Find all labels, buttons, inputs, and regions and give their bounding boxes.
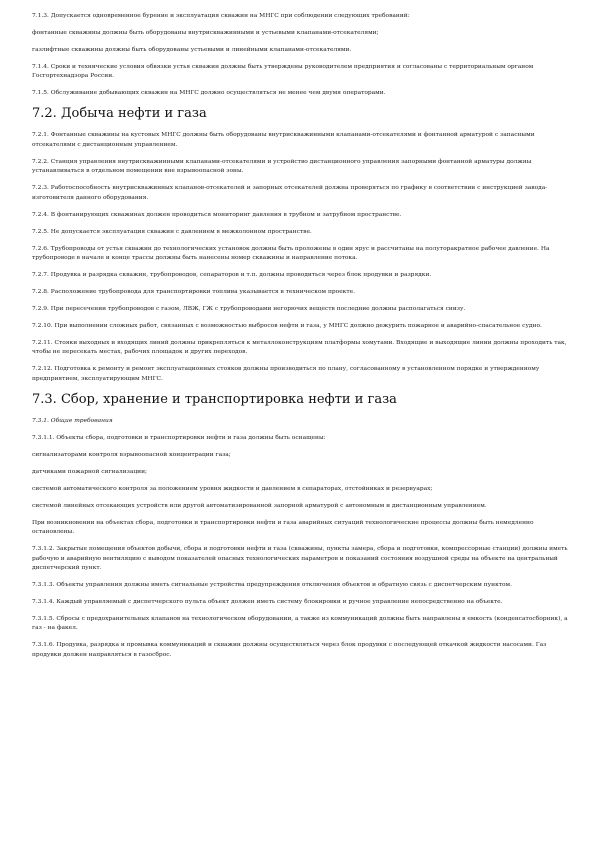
paragraph-7-2-7: 7.2.7. Продувка и разрядка скважин, трубопроводов, сепараторов и т.п. должны проводиться через блок продувки и разрядки. <box>32 272 432 279</box>
paragraph-fountain-wells: фонтанные скважины должны быть оборудованы внутрискважинными и устьевыми клапанами-отсекателями; <box>32 30 379 36</box>
paragraph-emergency-stop: При возникновении на объектах сбора, подготовки и транспортировки нефти и газа аварийных ситуаций технологические процессы должны быть немедленно остановлены. <box>32 519 534 536</box>
paragraph-7-3-1-2: 7.3.1.2. Закрытые помещения объектов добычи, сбора и подготовки нефти и газа (скважины, пункты замера, сбора и подготовки, компрессорные станции) должны иметь рабочую и аварийную вентиляцию с выводом показателей опасных технологических параметров и показаний состояния воздушной среды на объекте на центральный диспетчерский пункт. <box>32 546 568 572</box>
section-7-1 <box>32 12 575 99</box>
paragraph-7-3-1-4: 7.3.1.4. Каждый управляемый с диспетчерского пульта объект должен иметь систему блокировки и ручное управление непосредственно на объекте. <box>32 599 503 606</box>
paragraph-7-2-5: 7.2.5. Не допускается эксплуатация скважин с давлением в межколонном пространстве. <box>32 228 312 235</box>
paragraph-shutoff-devices: системой линейных отсекающих устройств или другой автоматизированной запорной арматурой с автономным и дистанционным управлением. <box>32 502 487 509</box>
paragraph-7-2-4: 7.2.4. В фонтанирующих скважинах должен проводиться мониторинг давления в трубном и затрубном пространстве. <box>32 211 402 218</box>
section-7-3 <box>32 392 575 660</box>
heading-7-2: 7.2. Добыча нефти и газа <box>32 106 207 122</box>
paragraph-7-1-3: 7.1.3. Допускается одновременное бурение и эксплуатация скважин на МНГС при соблюдении следующих требований: <box>32 13 410 19</box>
subheading-7-3-1: 7.3.1. Общие требования <box>32 417 113 424</box>
paragraph-7-2-9: 7.2.9. При пересечении трубопроводов с газом, ЛВЖ, ГЖ с трубопроводами негорючих веществ последние должны располагаться снизу. <box>32 306 466 313</box>
paragraph-7-2-11: 7.2.11. Стояки выходных и входящих линий должны прикрепляться к металлоконструкциям платформы хомутами. Входящие и выходящие линии должны проходить так, чтобы не пересекать местах, рабочих площадок и других переходов. <box>32 340 567 356</box>
paragraph-7-1-5: 7.1.5. Обслуживание добывающих скважин на МНГС должно осуществляться не менее чем двумя операторами. <box>32 90 386 97</box>
paragraph-7-3-1-3: 7.3.1.3. Объекты управления должны иметь сигнальные устройства предупреждения отключения объектов и обратную связь с диспетчерским пунктом. <box>32 582 513 589</box>
paragraph-7-2-12: 7.2.12. Подготовка к ремонту и ремонт эксплуатационных стояков должны производиться по плану, согласованному в установленном порядке и утвержденному предприятием, эксплуатирующим МНГС. <box>32 366 540 382</box>
paragraph-level-control: системой автоматического контроля за положением уровня жидкости и давлением в сепараторах, отстойниках и резервуарах; <box>32 485 433 492</box>
paragraph-7-1-4: 7.1.4. Сроки и технические условия обвязки устья скважин должны быть утверждены руководителем предприятия и согласованы с территориальным органом Госгортехнадзора России. <box>32 64 534 80</box>
paragraph-7-2-6: 7.2.6. Трубопроводы от устья скважин до технологических установок должны быть проложены в один ярус и рассчитаны на полуторакратное рабочее давление. На трубопроводе в начале и конце трассы должны быть нанесены номер скважины и направление потока. <box>32 245 550 262</box>
paragraph-7-2-3: 7.2.3. Работоспособность внутрискважинных клапанов-отсекателей и запорных отсекателей должна проверяться по графику в соответствии с инструкцией завода-изготовителя данного оборудования. <box>32 185 548 201</box>
paragraph-fire-sensors: датчиками пожарной сигнализации; <box>32 468 148 475</box>
paragraph-7-3-1-1: 7.3.1.1. Объекты сбора, подготовки и транспортировки нефти и газа должны быть оснащены: <box>32 434 326 441</box>
paragraph-7-3-1-6: 7.3.1.6. Продувка, разрядка и промывка коммуникаций и скважин должны осуществляться через блок продувки с последующей откачкой жидкости насосами. Газ продувки должен направляться в газосброс. <box>32 642 547 658</box>
heading-7-3: 7.3. Сбор, хранение и транспортировка нефти и газа <box>32 391 397 407</box>
paragraph-7-2-2: 7.2.2. Станция управления внутрискважинными клапанами-отсекателями и устройство дистанционного управления запорными фонтанной арматуры должны устанавливаться в отдельном помещении вне взрывоопасной зоны. <box>32 158 532 175</box>
paragraph-7-3-1-5: 7.3.1.5. Сбросы с предохранительных клапанов на технологическом оборудовании, а также из коммуникаций должны быть направлены в емкость (конденсатосборник), а газ - на факел. <box>32 616 568 632</box>
paragraph-7-2-8: 7.2.8. Расположение трубопровода для транспортировки топлива указывается в техническом проекте. <box>32 289 355 296</box>
paragraph-gas-detectors: сигнализаторами контроля взрывоопасной концентрации газа; <box>32 451 231 458</box>
section-7-2 <box>32 106 575 384</box>
paragraph-7-2-1: 7.2.1. Фонтанные скважины на кустовых МНГС должны быть оборудованы внутрискважинными клапанами-отсекателями и фонтанной арматурой с запасными отсекателями с дистанционным управлением. <box>32 132 535 148</box>
paragraph-gaslift-wells: газлифтные скважины должны быть оборудованы устьевыми и линейными клапанами-отсекателями. <box>32 47 352 53</box>
paragraph-7-2-10: 7.2.10. При выполнении сложных работ, связанных с возможностью выбросов нефти и газа, у МНГС должно дежурить пожарное и аварийно-спасательное судно. <box>32 323 542 330</box>
